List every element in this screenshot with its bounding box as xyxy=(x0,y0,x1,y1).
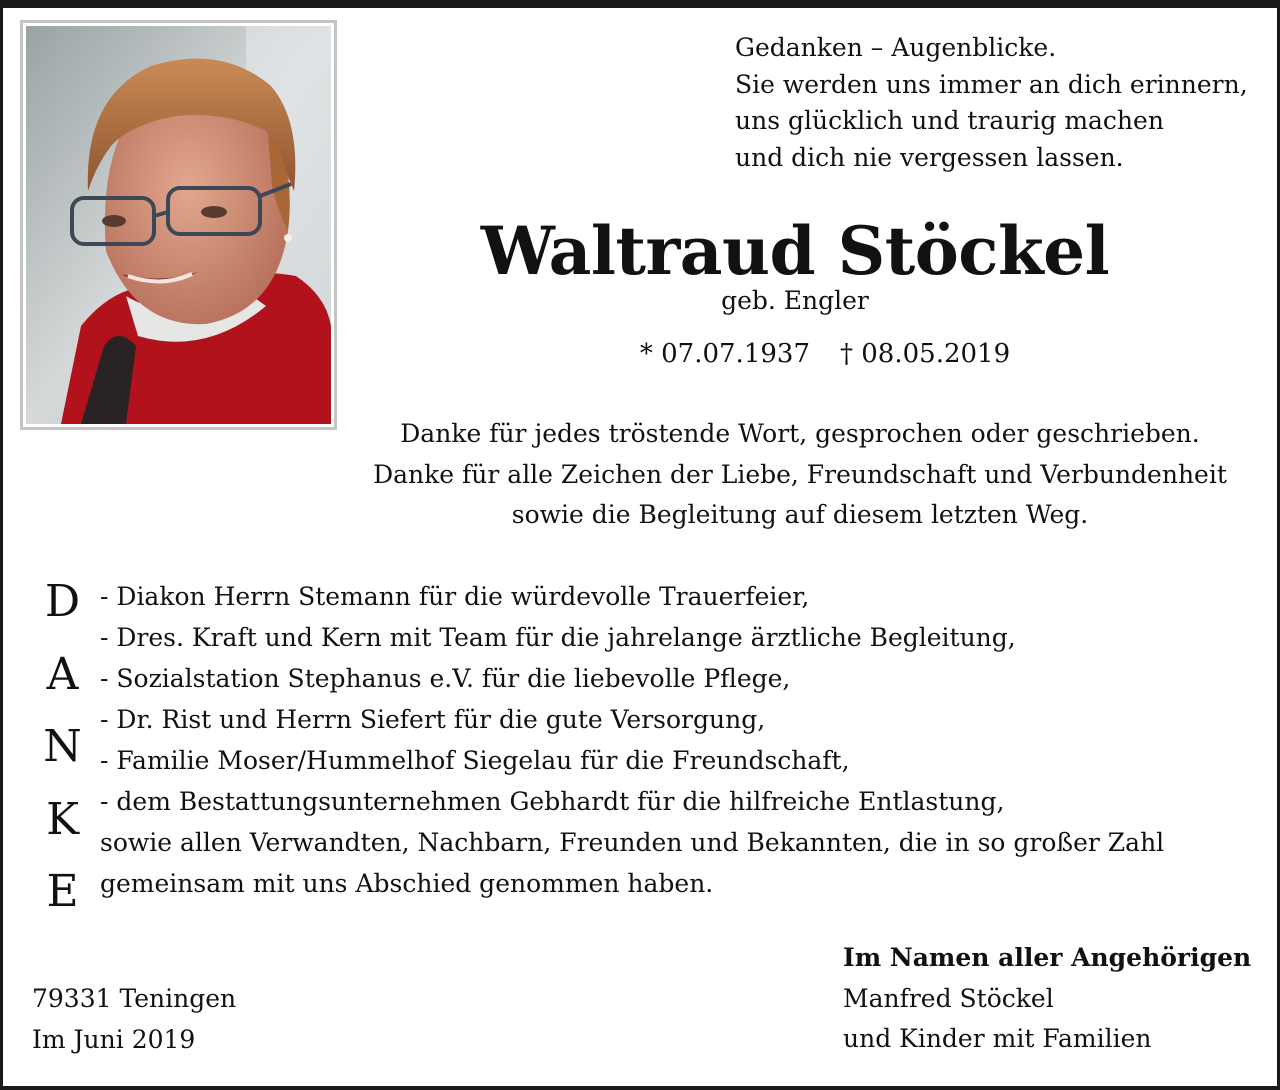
thanks-line: Danke für jedes tröstende Wort, gesprochen oder geschrieben. xyxy=(400,419,1200,448)
thanks-line: Danke für alle Zeichen der Liebe, Freundschaft und Verbundenheit xyxy=(373,459,1227,489)
deceased-name: Waltraud Stöckel xyxy=(480,212,1110,290)
death-date: † 08.05.2019 xyxy=(840,339,1011,369)
birth-date: * 07.07.1937 xyxy=(639,339,810,369)
danke-line: - Dr. Rist und Herrn Siefert für die gute Versorgung, xyxy=(100,705,766,734)
danke-letter: E xyxy=(46,866,79,917)
poem-line: und dich nie vergessen lassen. xyxy=(735,142,1124,172)
maiden-name: geb. Engler xyxy=(721,286,869,315)
thanks-paragraph xyxy=(330,414,1270,536)
signature-name: Manfred Stöckel xyxy=(843,983,1054,1013)
danke-list xyxy=(100,576,1164,904)
poem-line: Gedanken – Augenblicke. xyxy=(735,33,1057,62)
signature-block xyxy=(843,938,1251,1060)
danke-letter: N xyxy=(43,721,82,772)
poem-line: Sie werden uns immer an dich erinnern, xyxy=(735,69,1248,99)
poem xyxy=(735,30,1248,176)
danke-line: gemeinsam mit uns Abschied genommen haben. xyxy=(100,869,714,898)
danke-line: - dem Bestattungsunternehmen Gebhardt für die hilfreiche Entlastung, xyxy=(100,787,1005,816)
portrait-photo xyxy=(20,20,337,430)
danke-line: - Dres. Kraft und Kern mit Team für die jahrelange ärztliche Begleitung, xyxy=(100,623,1016,652)
life-dates xyxy=(350,336,1280,372)
thanks-line: sowie die Begleitung auf diesem letzten Weg. xyxy=(511,500,1089,529)
location-block xyxy=(32,979,236,1060)
location-place: 79331 Teningen xyxy=(32,984,237,1013)
signature-heading: Im Namen aller Angehörigen xyxy=(843,943,1252,972)
poem-line: uns glücklich und traurig machen xyxy=(735,106,1164,135)
danke-line: - Diakon Herrn Stemann für die würdevolle Trauerfeier, xyxy=(100,582,810,611)
danke-line: sowie allen Verwandten, Nachbarn, Freunden und Bekannten, die in so großer Zahl xyxy=(100,828,1165,857)
danke-acrostic xyxy=(40,566,85,929)
danke-line: - Sozialstation Stephanus e.V. für die liebevolle Pflege, xyxy=(100,664,791,693)
location-date: Im Juni 2019 xyxy=(32,1024,196,1054)
danke-line: - Familie Moser/Hummelhof Siegelau für die Freundschaft, xyxy=(100,746,850,775)
signature-family: und Kinder mit Familien xyxy=(843,1024,1152,1053)
danke-letter: K xyxy=(46,793,79,845)
danke-letter: D xyxy=(44,576,81,627)
danke-letter: A xyxy=(46,648,79,700)
